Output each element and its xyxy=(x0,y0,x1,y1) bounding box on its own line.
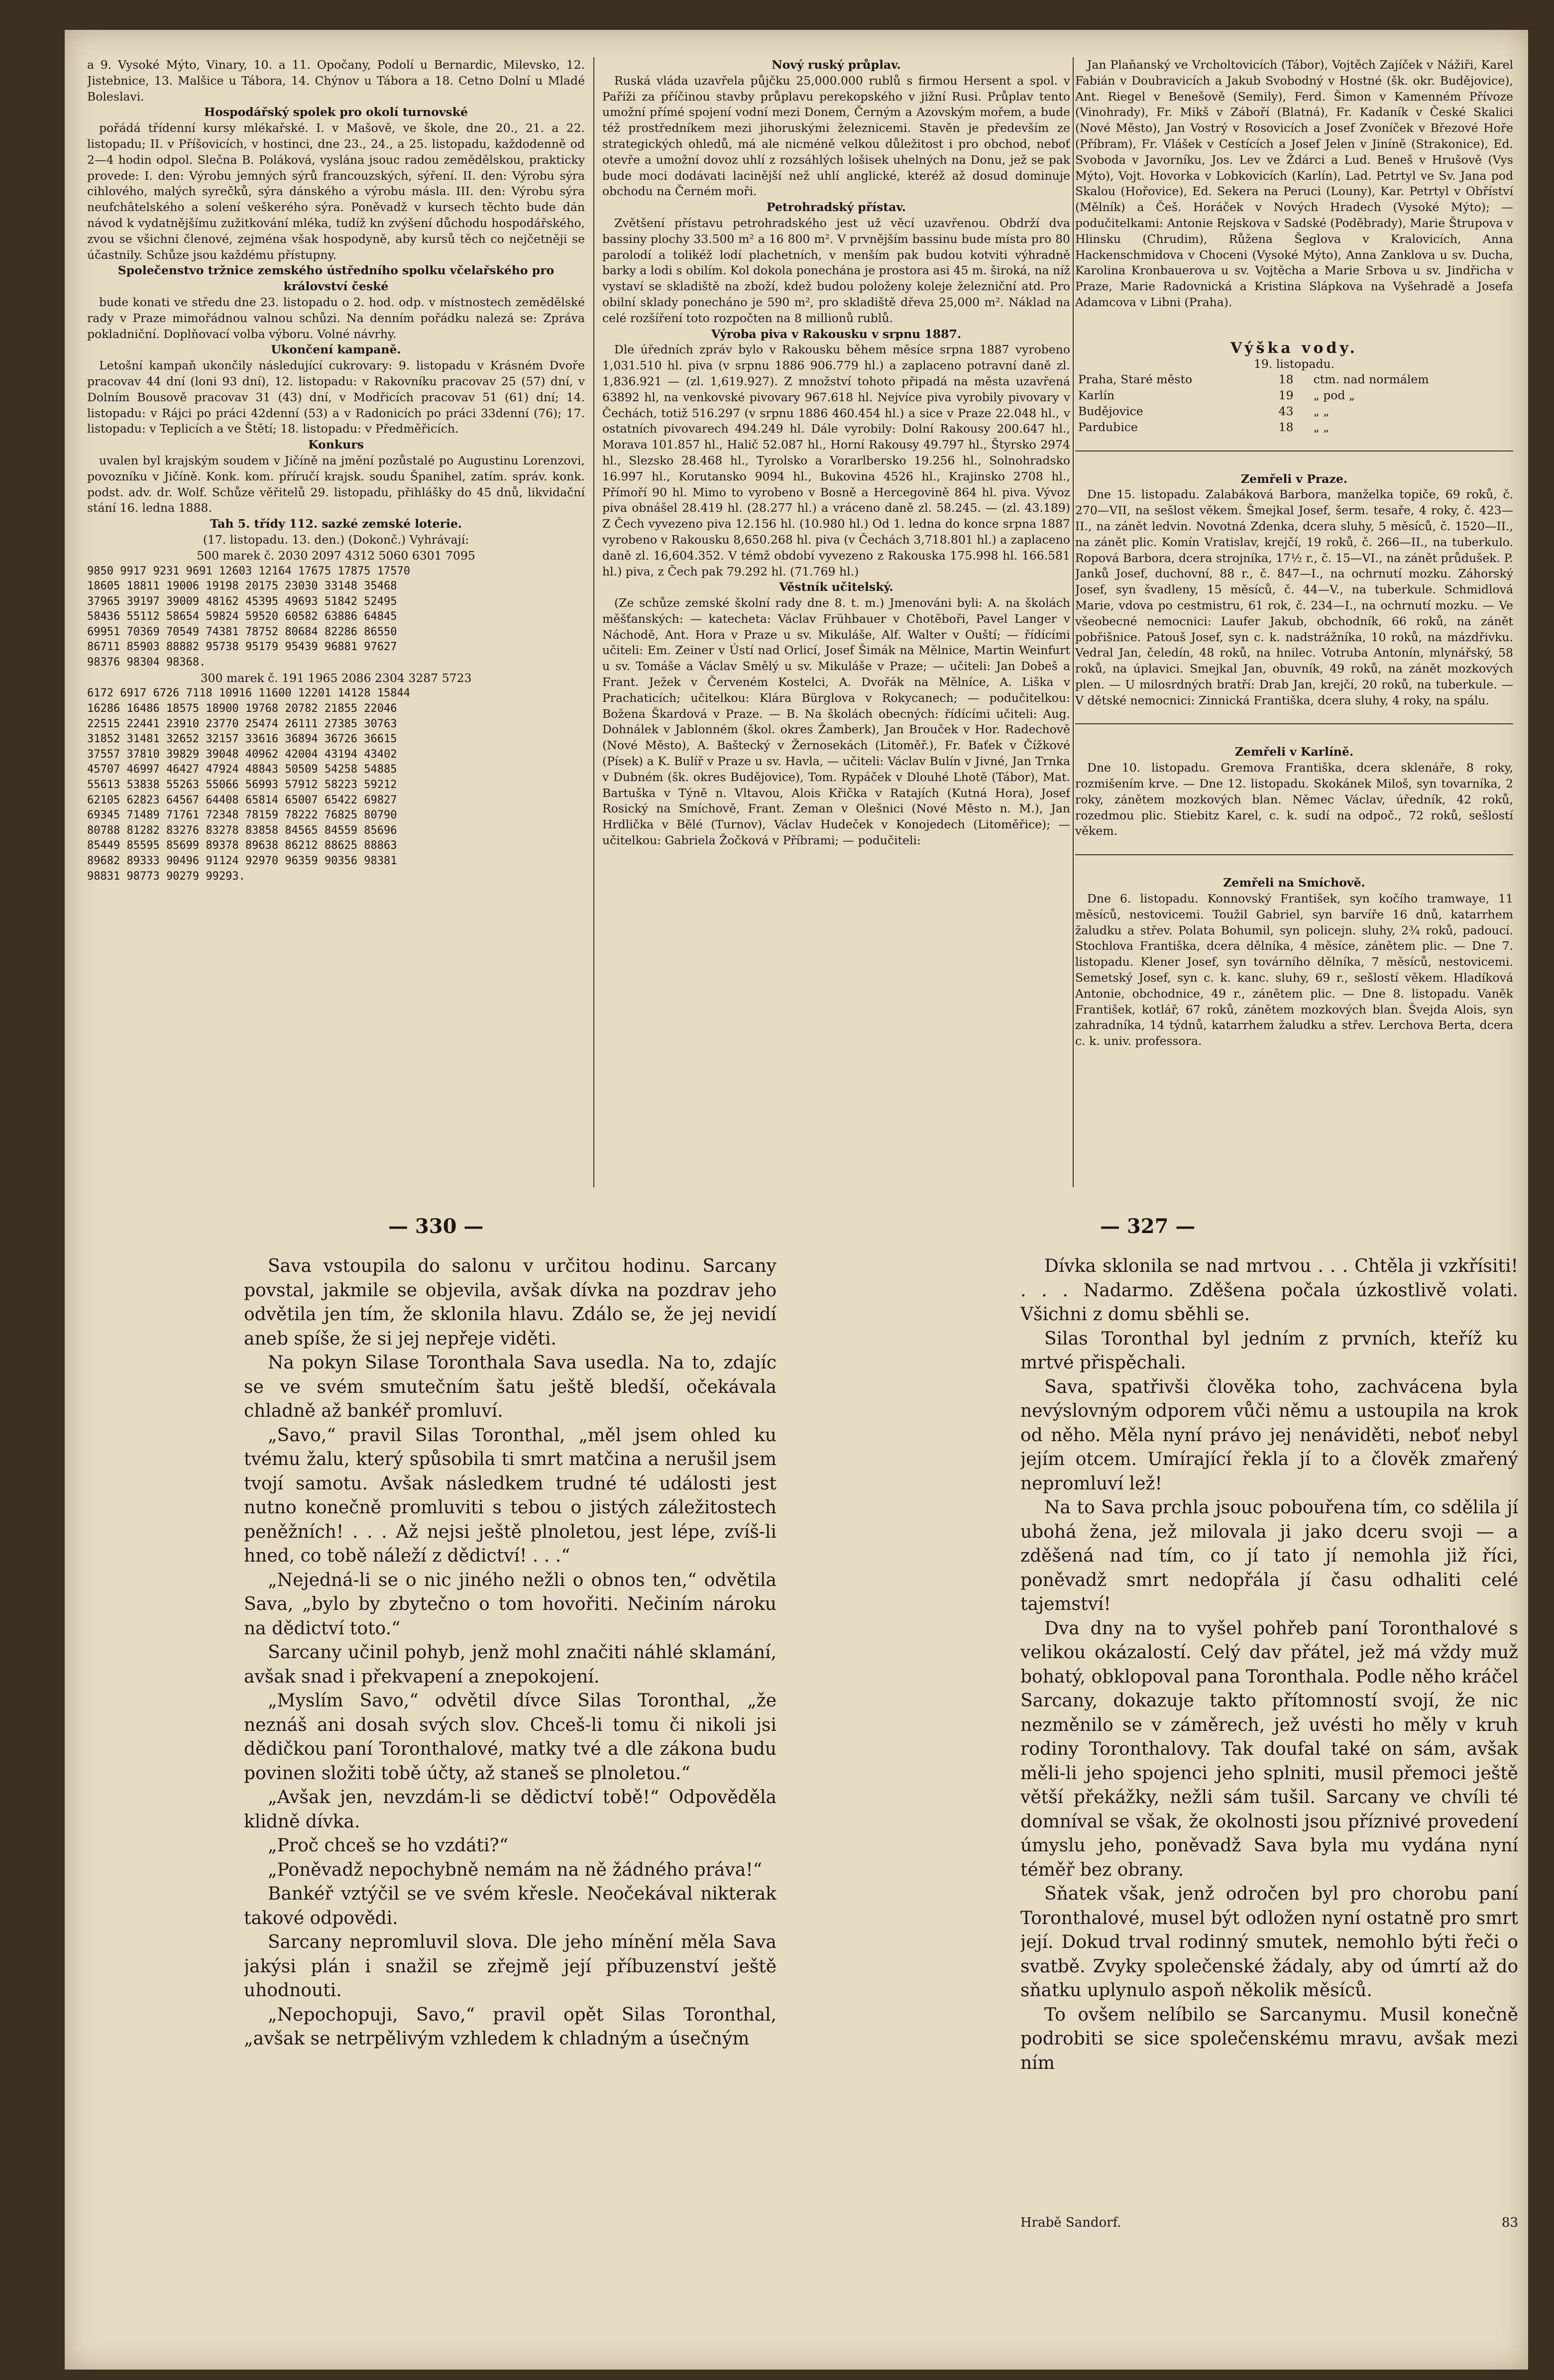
section-heading: Nový ruský průplav. xyxy=(772,58,901,72)
paragraph: (Ze schůze zemské školní rady dne 8. t. m.) Jmenováni byli: A. na školách měšťanských: — katecheta: Václav Frühbauer v Chotěboři, Pavel Langer v Náchodě, Ant. Hora v Praze u sv. Mikuláše, Alf. Walter v Ouští; — řídícími učiteli: Em. Zeiner v Ústí nad Orlicí, Josef Šimák na Mělnice, Martin Weinfurt u sv. Tomáše a Václav Smělý u sv. Mikuláše v Praze; — učiteli: Jan Dobeš a Frant. Ježek v Červeném Kostelci, A. Dvořák na Mělníce, A. Liška v Prachaticích; učitelkou: Klára Bürglova v Rokycanech; — podučitelkou: Božena Škardová v Praze. — B. Na školách obecných: řídícími učiteli: Aug. Dohnálek v Jablonném (škol. okres Žamberk), Jan Brouček v Hor. Radechově (Nové Město), A. Baštecký v Žernosekách (Litoměř.), Fr. Baťek v Čížkové (Písek) a K. Bulíř v Praze u sv. Havla, — učiteli: Václav Bulín v Jivné, Jan Trnka v Dubném (šk. okres Budějovice), Tom. Rypáček v Dlouhé Lhotě (Tábor), Mat. Bartuška v Týně n. Vltavou, Alois Křička v Ratajích (Kutná Hora), Josef Rosický na Smíchově, Frant. Zeman v Olešnici (Nové Město n. M.), Jan Hrdlička v Bělé (Turnov), Václav Hudeček v Konojedech (Litoměřice); — učitelkou: Gabriela Žočková v Příbrami; — podučiteli: xyxy=(602,596,1070,848)
novel-paragraph: Bankéř vztýčil se ve svém křesle. Neočekával nikterak takové odpovědi. xyxy=(244,1884,777,1928)
section-heading: Petrohradský přístav. xyxy=(767,200,906,215)
footer-page-number: 83 xyxy=(1501,2215,1518,2230)
novel-paragraph: Sarcany nepromluvil slova. Dle jeho mínění měla Sava jakýsi plán i snažil se zřejmě její příbuzenství ještě uhodnouti. xyxy=(244,1932,777,2001)
paragraph: Jan Plaňanský ve Vrcholtovicích (Tábor), Vojtěch Zajíček v Nážiři, Karel Fabián v Doubravicích a Jakub Svobodný v Hostné (šk. okr. Budějovice), Ant. Riegel v Benešově (Semily), Ferd. Šimon v Kamenném Přívoze (Vinohrady), Fr. Mikš v Záboří (Blatná), Fr. Kadaník v České Skalici (Nové Město), Jan Vostrý v Rosovicích a Josef Zvoníček v Březové Hoře (Příbram), Fr. Vlášek v Cestících a Josef Jelen v Jiníně (Strakonice), Ed. Svoboda v Javorníku, Jos. Lev ve Ždárci a Lud. Beneš v Hrušově (Vys Mýto), Vojt. Hovorka v Lobkovicích (Karlín), Lad. Petrtyl ve Sv. Jana pod Skalou (Hořovice), Ed. Sekera na Peruci (Louny), Kar. Petrtyl v Obříství (Mělník) a Češ. Horáček v Nových Hradech (Vysoké Mýto); — podučitelkami: Antonie Rejskova v Sadské (Poděbrady), Marie Štrupova v Hlinsku (Chrudim), Růžena Šeglova v Kralovicích, Anna Hackenschmidova v Choceni (Vysoké Mýto), Anna Zanklova u sv. Ducha, Karolina Kronbauerova u sv. Vojtěcha a Marie Srbova u sv. Jindřicha v Praze, Marie Radovnická a Kristina Slápkova na Vyšehradě a Josefa Adamcova v Libni (Praha). xyxy=(1075,58,1513,309)
column-2 xyxy=(602,57,1070,1197)
water-value: 19 xyxy=(1278,388,1294,403)
water-place: Budějovice xyxy=(1078,404,1143,418)
section-heading: Hospodářský spolek pro okolí turnovské xyxy=(204,105,468,119)
divider xyxy=(1075,854,1513,855)
novel-paragraph: To ovšem nelíbilo se Sarcanymu. Musil konečně podrobiti se sice společenskému mravu, avšak mezi ním xyxy=(1020,2004,1518,2073)
section-heading: Konkurs xyxy=(308,438,364,452)
section-heading: Výroba piva v Rakousku v srpnu 1887. xyxy=(711,327,962,341)
novel-paragraph: „Savo,“ pravil Silas Toronthal, „měl jsem ohled ku tvému žalu, který spůsobila ti smrt matčina a nerušil jsem tvojí samotu. Avšak následkem trudné té události jest nutno konečně promluviti s tebou o jistých záležitostech peněžních! . . . Až nejsi ještě plnoletou, jest lépe, zvíš-li hned, co tobě náleží z dědictví! . . .“ xyxy=(244,1425,777,1566)
paragraph: a 9. Vysoké Mýto, Vinary, 10. a 11. Opočany, Podolí u Bernardic, Milevsko, 12. Jistebnice, 13. Malšice u Tábora, 14. Chýnov u Tábora a 18. Cetno Dolní u Mladé Boleslavi. xyxy=(87,58,585,104)
column-3 xyxy=(1075,57,1513,1197)
page-footer xyxy=(1020,2215,1518,2230)
water-note: ctm. nad normálem xyxy=(1313,372,1429,387)
novel-paragraph: Na to Sava prchla jsouc pobouřena tím, co sdělila jí ubohá žena, jež milovala ji jako dceru svoji — a zděšená nad tím, co jí tato jí nemohla již říci, poněvadž smrt nedopřála jí času odhaliti celé tajemství! xyxy=(1020,1497,1518,1614)
paragraph: Dne 10. listopadu. Gremova Františka, dcera sklenáře, 8 roky, rozmišením krve. — Dne 12. listopadu. Skokánek Miloš, syn tovarníka, 2 roky, zánětem mozkových blan. Němec Václav, úředník, 42 roků, rozedmou plic. Stiebitz Karel, c. k. sudí na odpoč., 72 roků, sešlostí věkem. xyxy=(1075,761,1513,838)
water-place: Praha, Staré město xyxy=(1078,372,1193,387)
paragraph: bude konati ve středu dne 23. listopadu o 2. hod. odp. v místnostech zemědělské rady v Praze mimořádnou valnou schůzi. Na denním pořádku nalezá se: Zpráva pokladniční. Doplňovací volba výboru. Volné návrhy. xyxy=(87,295,585,341)
section-heading: Zemřeli v Praze. xyxy=(1241,471,1347,486)
paragraph: Ruská vláda uzavřela půjčku 25,000.000 rublů s firmou Hersent a spol. v Paříži za příčinou stavby průplavu perekopského v jižní Rusi. Průplav tento umožní přímé spojení vodní mezi Donem, Černým a Azovským mořem, a bude též prostředníkem mezi jihoruskými železnicemi. Stavěn je především ze strategických ohledů, má ale nicméně velkou důležitost i pro obchod, neboť otevře a umožní dovoz uhlí z rozsáhlých lošisek uhelných na Donu, jež se pak bude moci dodávati lacinější než uhlí anglické, kteréž až dosud dominuje obchodu na Černém moři. xyxy=(602,73,1070,199)
divider xyxy=(1075,451,1513,452)
lottery-numbers: 9850 9917 9231 9691 12603 12164 17675 17875 17570 18605 18811 19006 19198 20175 23030 33148 35468 37965 39197 39009 48162 45395 49693 51842 52495 58436 55112 58654 59824 59520 60582 63886 64845 69951 70369 70549 74381 78752 80684 82286 86550 86711 85903 88882 95738 95179 95439 96881 97627 98376 98304 98368. xyxy=(87,565,411,669)
water-note: „ pod „ xyxy=(1313,388,1355,403)
column-divider xyxy=(1073,57,1074,1187)
novel-paragraph: Sava vstoupila do salonu v určitou hodinu. Sarcany povstal, jakmile se objevila, avšak dívka na pozdrav jeho odvětila jen tím, že sklonila hlavu. Zdálo se, že jej nevidí aneb spíše, že si jej nepřeje viděti. xyxy=(244,1256,777,1349)
page-number-left: — 330 — xyxy=(388,1215,484,1238)
paragraph: uvalen byl krajským soudem v Jičíně na jmění pozůstalé po Augustinu Lorenzovi, povozníku v Jičíně. Konk. kom. příručí krajsk. soudu Španihel, zatím. správ. konk. podst. adv. dr. Wolf. Schůze věřitelů 29. listopadu, přihlášky do 45 dnů, likvidační stání 16. ledna 1888. xyxy=(87,453,585,515)
novel-paragraph: Sňatek však, jenž odročen byl pro chorobu paní Toronthalové, musel být odložen nyní ostatně pro smrt její. Dokud trval rodinný smutek, nemohlo býti řeči o svatbě. Zvyky společenské žádaly, aby od úmrtí až do sňatku uplynulo aspoň několik měsíců. xyxy=(1020,1884,1518,2001)
paragraph: pořádá třídenní kursy mlékařské. I. v Mašově, ve škole, dne 20., 21. a 22. listopadu; II. v Příšovicích, v hostinci, dne 23., 24., a 25. listopadu, každodenně od 2—4 hodin odpol. Slečna B. Poláková, vyslána jsouc radou zemědělskou, prakticky provede: I. den: Výrobu jemných sýrů francouzských, sýření. II. den: Výrobu sýra cihlového, malých syrečků, sýra dánského a výrobu másla. III. den: Výrobu sýra neufchâtelského a solení veškerého sýra. Poněvadž v kursech těchto bude dán návod k vydatnějšímu zužitkování mléka, tudíž kn zvýšení důchodu hospodářského, zvou se všichni členové, zejména však hospodyně, aby kursů těch co nejčetněji se účastnily. Schůze jsou každému přístupny. xyxy=(87,121,585,262)
novel-paragraph: Na pokyn Silase Toronthala Sava usedla. Na to, zdajíc se ve svém smutečním šatu ještě bledší, očekávala chladně až bankéř promluví. xyxy=(244,1353,777,1421)
divider xyxy=(1075,723,1513,724)
novel-paragraph: Sava, spatřivši člověka toho, zachvácena byla nevýslovným odporem vůči němu a ustoupila na krok od něho. Měla nyní právo jej nenáviděti, neboť nebyl jejím otcem. Umírající řekla jí to a člověk zmařený nepromluví lež! xyxy=(1020,1376,1518,1494)
column-1 xyxy=(87,57,585,1197)
lottery-line: 500 marek č. 2030 2097 4312 5060 6301 7095 xyxy=(197,548,475,563)
running-footer-title: Hrabě Sandorf. xyxy=(1020,2215,1121,2230)
page-number-right: — 327 — xyxy=(1100,1215,1196,1238)
novel-paragraph: „Proč chceš se ho vzdáti?“ xyxy=(268,1835,509,1856)
water-level-table xyxy=(1075,372,1513,435)
novel-paragraph: Sarcany učinil pohyb, jenž mohl značiti náhlé sklamání, avšak snad i překvapení a znepokojení. xyxy=(244,1642,777,1687)
novel-paragraph: Dívka sklonila se nad mrtvou . . . Chtěla ji vzkřísiti! . . . Nadarmo. Zděšena počala úzkostlivě volati. Všichni z domu sběhli se. xyxy=(1020,1256,1518,1325)
section-heading: Zemřeli na Smíchově. xyxy=(1223,876,1365,890)
section-heading: Tah 5. třídy 112. sazké zemské loterie. xyxy=(210,517,462,531)
table-row xyxy=(1075,388,1513,404)
section-heading: Zemřeli v Karlíně. xyxy=(1234,745,1354,759)
novel-paragraph: Dva dny na to vyšel pohřeb paní Toronthalové s velikou okázalostí. Celý dav přátel, jež má vždy muž bohatý, obklopoval pana Toronthala. Podle něho kráčel Sarcany, dokazuje takto přítomností svojí, že nic nezměnilo se v záměrech, jež uvésti ho měly v kruh rodiny Toronthalovy. Tak doufal také on sám, avšak měli-li jeho spojenci jeho splniti, musil přemoci ještě větší překážky, nežli sám tušil. Sarcany ve chvíli té domníval se však, že okolnosti jsou příznivé provedení úmyslu jeho, poněvadž Sava byla mu vydána nyní téměř bez obrany. xyxy=(1020,1618,1518,1880)
table-row xyxy=(1075,404,1513,420)
paragraph: Dne 6. listopadu. Konnovský František, syn kočího tramwaye, 11 měsíců, nestovicemi. Toužil Gabriel, syn barvíře 16 dnů, katarrhem žaludku a střev. Polata Bohumil, syn policejn. sluhy, 2¾ roků, padoucí. Stochlova Františka, dcera dělníka, 4 měsíce, zánětem plic. — Dne 7. listopadu. Klener Josef, syn továrního dělníka, 7 měsíců, nestovicemi. Semetský Josef, syn c. k. kanc. sluhy, 69 r., sešlostí věkem. Hladíková Antonie, obchodnice, 49 r., zánětem plic. — Dne 8. listopadu. Vaněk František, kotlář, 67 roků, zánětem mozkových blan. Švejda Alois, syn zahradníka, 14 týdnů, katarrhem žaludku a střev. Lerchova Berta, dcera c. k. univ. professora. xyxy=(1075,892,1513,1048)
novel-paragraph: „Poněvadž nepochybně nemám na ně žádného práva!“ xyxy=(268,1859,763,1880)
water-place: Pardubice xyxy=(1078,420,1138,434)
water-note: „ „ xyxy=(1313,404,1330,418)
novel-paragraph: „Avšak jen, nevzdám-li se dědictví tobě!“ Odpověděla klidně dívka. xyxy=(244,1787,777,1832)
novel-paragraph: „Myslím Savo,“ odvětil dívce Silas Toronthal, „že neznáš ani dosah svých slov. Chceš-li tomu či nikoli jsi dědičkou paní Toronthalové, matky tvé a dle zákona budu povinen složiti tobě účty, až staneš se plnoletou.“ xyxy=(244,1691,777,1784)
paragraph: Dne 15. listopadu. Zalabáková Barbora, manželka topiče, 69 roků, č. 270—VII, na sešlost věkem. Šmejkal Josef, šerm. tesaře, 4 roky, č. 423—II., na zánět ledvin. Novotná Zdenka, dcera sluhy, 5 měsíců, č. 1520—II., na zánět plic. Komín Vratislav, krejčí, 19 roků, č. 266—II., na tuberkulo. Ropová Barbora, dcera strojníka, 17½ r., č. 15—VI., na zánět průdušek. P. Janků Josef, duchovní, 88 r., č. 847—I., na ochrnutí mozku. Záhorský Josef, syn švadleny, 15 měsíců, č. 44—V., na tuberkule. Schmidlová Marie, vdova po cestmistru, 61 rok, č. 234—I., na ochrnutí mozku. — Ve všeobecné nemocnici: Laufer Jakub, obchodník, 66 roků, na zánět pobřišnice. Patouš Josef, syn c. k. nadstrážníka, 10 roků, na mázdřivku. Vedral Jan, čeledín, 48 roků, na hnilec. Votruba Antonín, mlynářský, 58 roků, na úplavici. Smejkal Jan, obuvník, 49 roků, na zánět mozkových plen. — U milosrdných bratří: Drab Jan, krejčí, 20 roků, na tuberkule. — V dětské nemocnici: Zinnická Františka, dcera sluhy, 4 roky, na spálu. xyxy=(1075,487,1513,707)
water-value: 18 xyxy=(1278,420,1294,434)
novel-paragraph: Silas Toronthal byl jedním z prvních, kteříž ku mrtvé přispěchali. xyxy=(1020,1328,1518,1373)
paragraph: Letošní kampaň ukončily následující cukrovary: 9. listopadu v Krásném Dvoře pracovav 44 dní (loni 93 dní), 12. listopadu: v Rakovníku pracovav 25 (57) dní, v Dolním Bousově pracovav 31 (43) dní, v Modřicích pracovav 51 (61) dní; 14. listopadu: v Rájci po práci 42denní (53) a v Radonicích po práci 33denní (76); 17. listopadu: v Teplicích a ve Štětí; 18. listopadu: v Předměřicích. xyxy=(87,358,585,436)
section-heading: Věstník učitelský. xyxy=(779,580,893,594)
novel-paragraph: „Nepochopuji, Savo,“ pravil opět Silas Toronthal, „avšak se netrpělivým vzhledem k chladným a úsečným xyxy=(244,2004,777,2049)
column-divider xyxy=(593,57,594,1187)
novel-text-left xyxy=(244,1254,777,2350)
novel-paragraph: „Nejedná-li se o nic jiného nežli o obnos ten,“ odvětila Sava, „bylo by zbytečno o tom hovořiti. Nečiním nároku na dědictví toto.“ xyxy=(244,1570,777,1639)
lottery-line: 300 marek č. 191 1965 2086 2304 3287 5723 xyxy=(200,671,472,685)
water-level-title: Výška vody. xyxy=(1230,339,1358,357)
section-heading: Ukončení kampaně. xyxy=(271,342,401,357)
paragraph: (17. listopadu. 13. den.) (Dokonč.) Vyhrávají: xyxy=(203,532,469,547)
water-note: „ „ xyxy=(1313,420,1330,434)
water-value: 18 xyxy=(1278,372,1294,387)
section-heading: Společenstvo tržnice zemského ústředního spolku včelařského pro království české xyxy=(117,263,555,294)
table-row xyxy=(1075,372,1513,388)
water-value: 43 xyxy=(1278,404,1294,418)
paragraph: Dle úředních zpráv bylo v Rakousku během měsíce srpna 1887 vyrobeno 1,031.510 hl. piva (v srpnu 1886 906.779 hl.) a zaplaceno potravní daně zl. 1,836.921 — (zl. 1,619.927). Z množství tohoto připadá na města uzavřená 63892 hl, na venkovské pivovary 967.618 hl. Nejvíce piva vyrobily pivovary v Čechách, totiž 516.297 (v srpnu 1886 460.454 hl.) a sice v Praze 22.048 hl., v ostatních pivovarech 494.249 hl. Dále vyrobily: Dolní Rakousy 200.647 hl., Morava 101.857 hl., Halič 52.087 hl., Horní Rakousy 49.797 hl., Štyrsko 2974 hl., Slezsko 28.468 hl., Tyrolsko a Vorarlbersko 19.256 hl., Solnohradsko 16.997 hl., Korutansko 9094 hl., Bukovina 4526 hl., Krajinsko 2708 hl., Přímoří 90 hl. Mimo to vyrobeno v Bosně a Hercegovině 864 hl. piva. Vývoz piva obnášel 28.419 hl. (28.277 hl.) a vráceno daně zl. 58.245. — (zl. 43.189) Z Čech vyvezeno piva 12.156 hl. (10.980 hl.) Od 1. ledna do konce srpna 1887 vyrobeno v Rakousku 8,650.268 hl. piva (v Čechách 3,718.801 hl.) a zaplaceno daně zl. 16,604.352. V témž období vyvezeno z Rakouska 175.998 hl. 166.581 hl.) piva, z Čech pak 79.292 hl. (71.769 hl.) xyxy=(602,342,1070,578)
paragraph: Zvětšení přístavu petrohradského jest už věcí uzavřenou. Obdrží dva bassiny plochy 33.500 m² a 16 800 m². V prvnějším bassinu bude místa pro 80 parolodí a tolikéž lodí plachetních, v menším pak budou kotviti výhradně barky a lodi s obilím. Kol dokola ponechána je prostora asi 45 m. široká, na níž vystaví se skladiště na zboží, kdež budou položeny koleje železniční atd. Pro obilní sklady ponecháno je 590 m², pro skladiště dřeva 25,000 m². Náklad na celé rozšíření toto rozpočten na 8 millionů rublů. xyxy=(602,216,1070,325)
table-row xyxy=(1075,420,1513,436)
lottery-numbers: 6172 6917 6726 7118 10916 11600 12201 14128 15844 16286 16486 18575 18900 19768 20782 21855 22046 22515 22441 23910 23770 25474 26111 27385 30763 31852 31481 32652 32157 33616 36894 36726 36615 37557 37810 39829 39048 40962 42004 43194 43402 45707 46997 46427 47924 48843 50509 54258 54885 55613 53838 55263 55066 56993 57912 58223 59212 62105 62823 64567 64408 65814 65007 65422 69827 69345 71489 71761 72348 78159 78222 76825 80790 80788 81282 83276 83278 83858 84565 84559 85696 85449 85595 85699 89378 89638 86212 88625 88863 89682 89333 90496 91124 92970 96359 90356 98381 98831 98773 90279 99293. xyxy=(87,687,411,883)
newspaper-page xyxy=(65,30,1528,2370)
novel-text-right xyxy=(1020,1254,1518,2350)
water-place: Karlín xyxy=(1078,388,1114,403)
water-level-date: 19. listopadu. xyxy=(1253,356,1335,371)
